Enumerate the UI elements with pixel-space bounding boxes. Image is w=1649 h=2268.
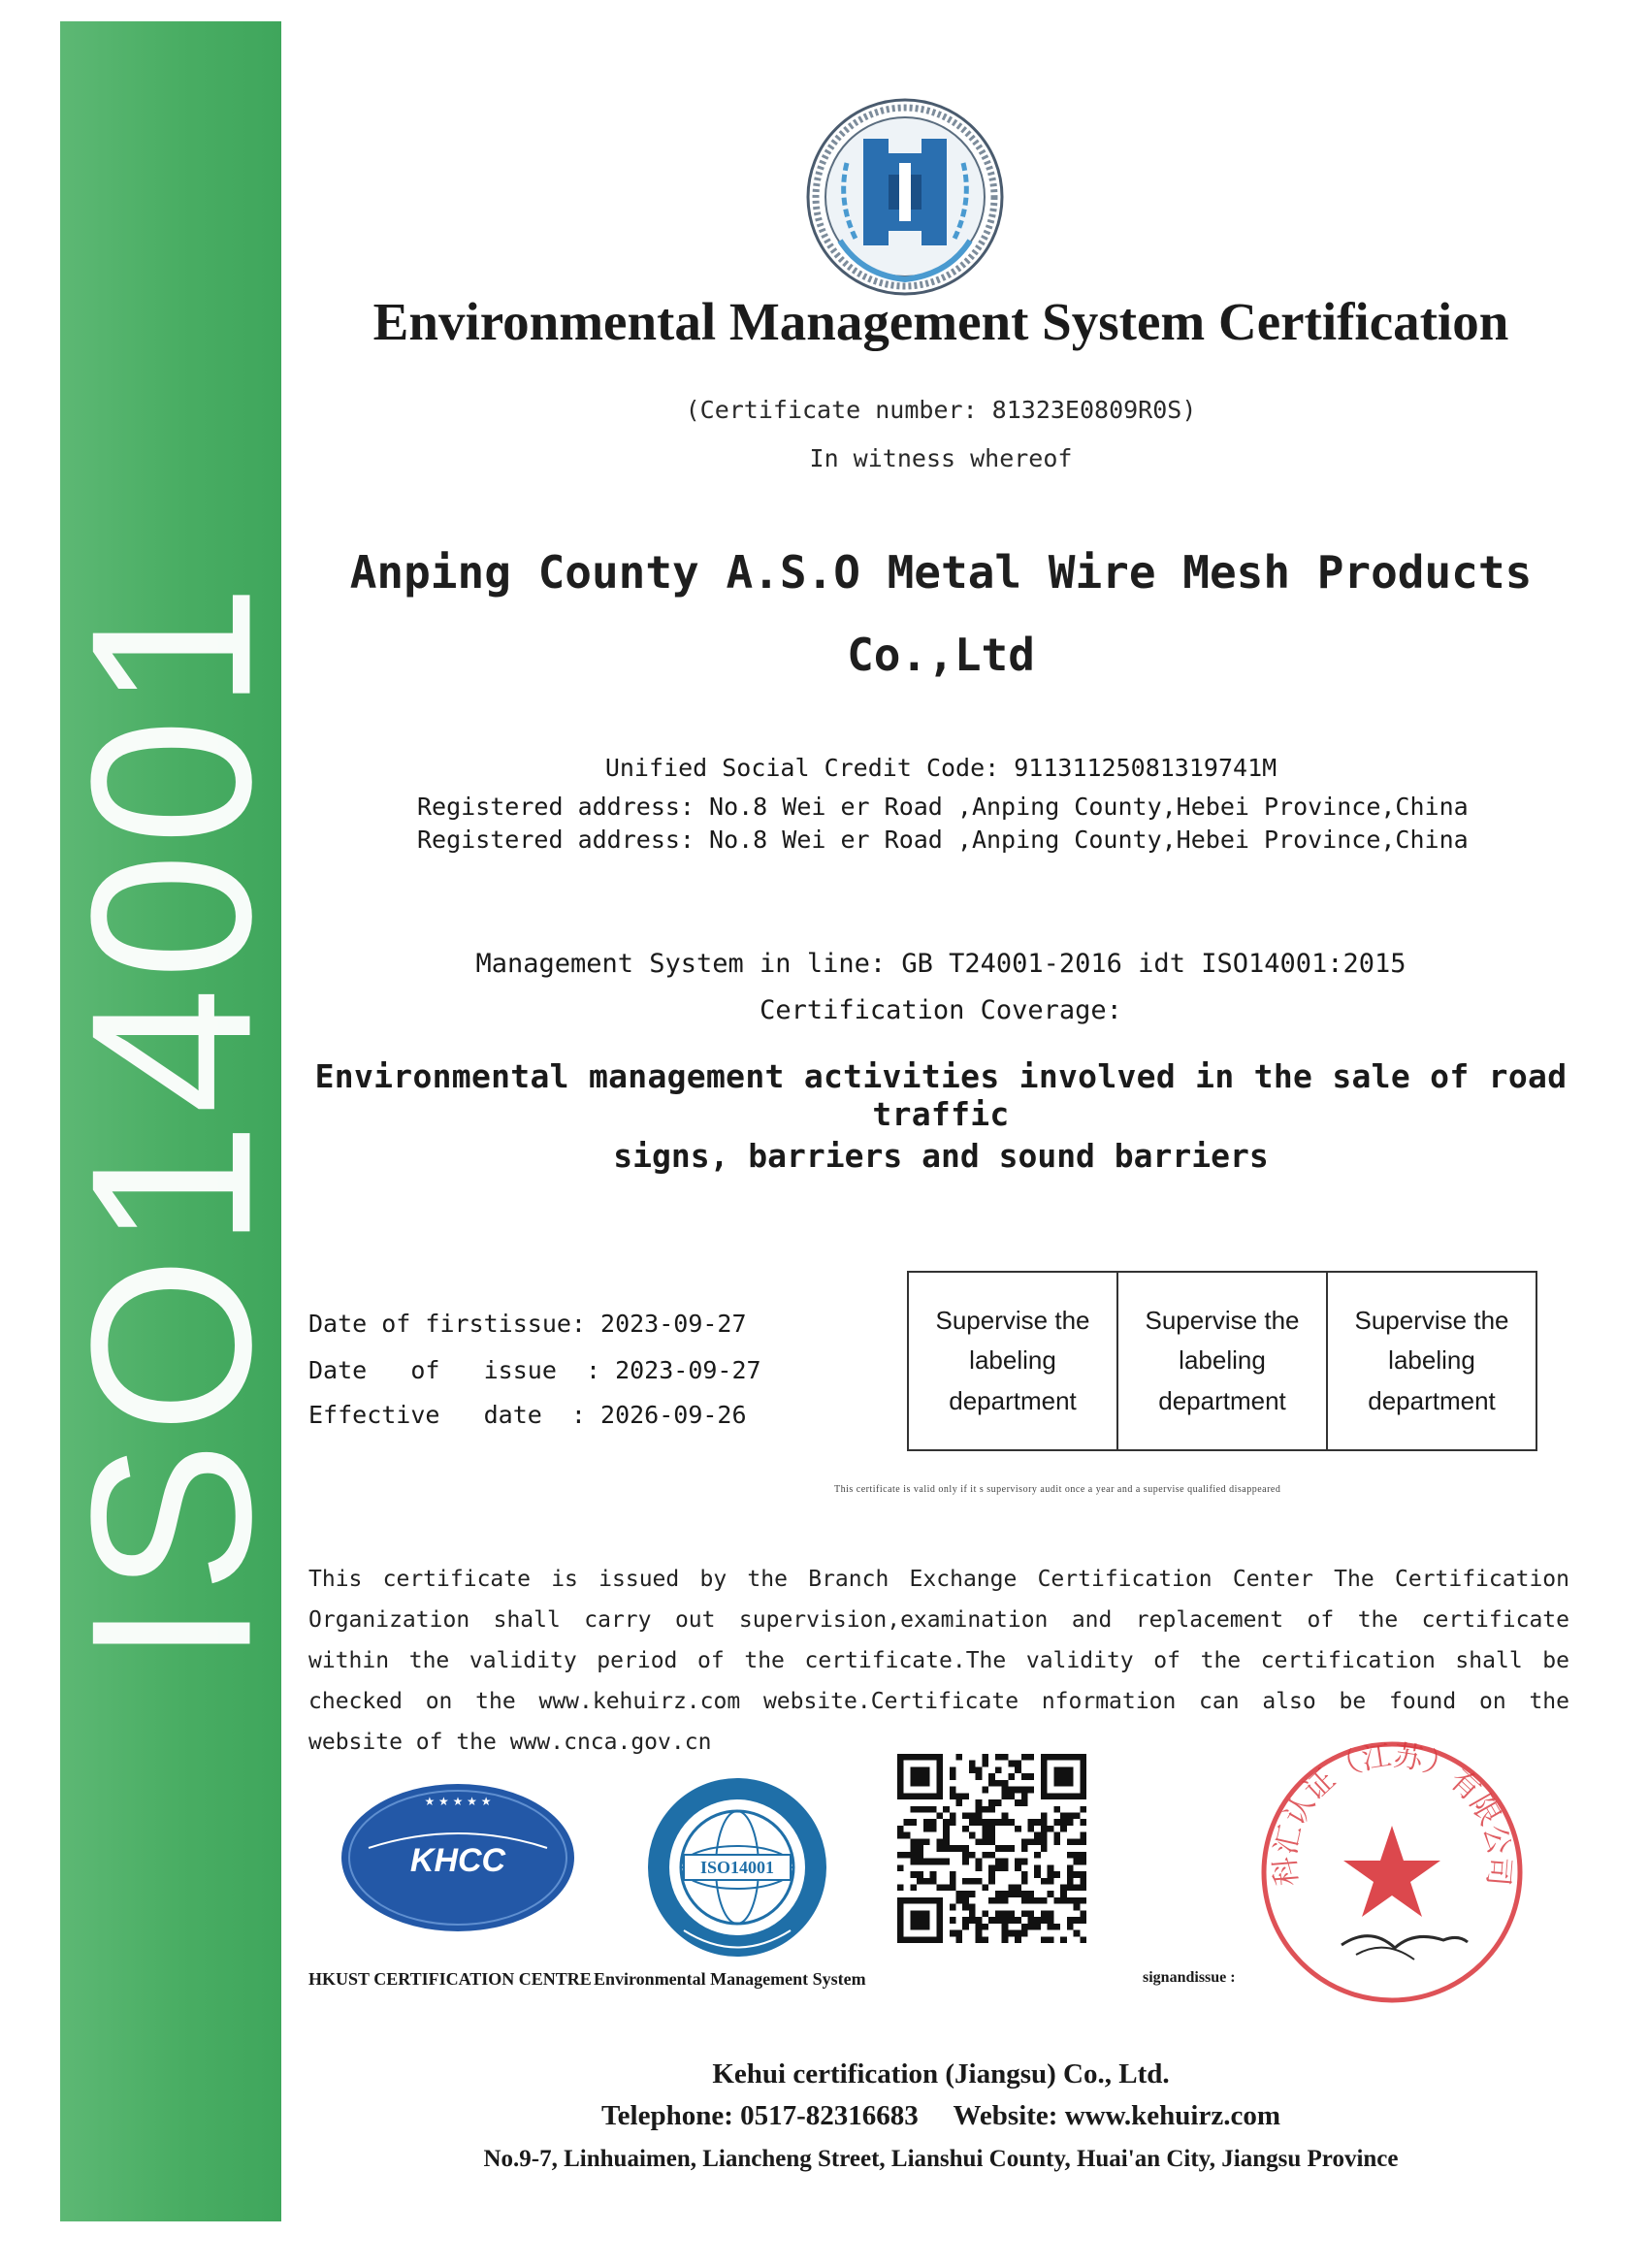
coverage-scope-line-1: Environmental management activities involved in the sale of road traffic	[314, 1057, 1568, 1133]
issuer-address: No.9-7, Linhuaimen, Liancheng Street, Lianshui County, Huai'an City, Jiangsu Province	[483, 2146, 1399, 2172]
supervision-cell: Supervise the labeling department	[1118, 1273, 1328, 1449]
coverage-label: Certification Coverage:	[760, 995, 1122, 1025]
registered-address: Registered address: No.8 Wei er Road ,Anping County,Hebei Province,China	[417, 793, 1469, 821]
logo-caption-hkust: HKUST CERTIFICATION CENTRE	[308, 1969, 592, 1989]
side-band-label: ISO14001	[43, 575, 299, 1666]
khcc-logo	[340, 1780, 577, 1935]
logo-caption-ems: Environmental Management System	[594, 1969, 866, 1989]
signature-label: signandissue :	[1143, 1969, 1236, 1986]
effective-date: Effective date : 2026-09-26	[308, 1401, 747, 1429]
coverage-scope-line-2: signs, barriers and sound barriers	[613, 1137, 1269, 1175]
issuer-name: Kehui certification (Jiangsu) Co., Ltd.	[712, 2058, 1170, 2090]
credit-code: Unified Social Credit Code: 91131125081319741M	[604, 754, 1277, 782]
certificate-number: (Certificate number: 81323E0809R0S)	[685, 396, 1197, 424]
date-of-issue: Date of issue : 2023-09-27	[308, 1356, 761, 1384]
khcc-logo-text: KHCC	[409, 1842, 506, 1879]
svg-text:★ ★ ★ ★ ★: ★ ★ ★ ★ ★	[424, 1795, 492, 1808]
witness-line: In witness whereof	[809, 444, 1073, 472]
date-first-issue: Date of firstissue: 2023-09-27	[308, 1310, 747, 1338]
registered-address: Registered address: No.8 Wei er Road ,Anping County,Hebei Province,China	[417, 826, 1469, 854]
company-name-line-2: Co.,Ltd	[847, 629, 1035, 681]
validity-fine-print: This certificate is valid only if it s supervisory audit once a year and a supervise qualified disappeared	[834, 1484, 1281, 1495]
qr-code[interactable]	[897, 1754, 1086, 1943]
iso14001-seal-icon	[645, 1775, 829, 1960]
management-system-standard: Management System in line: GB T24001-2016 idt ISO14001:2015	[475, 949, 1406, 979]
iso-seal-text: ISO14001	[699, 1858, 775, 1877]
certificate-body-text: This certificate is issued by the Branch Exchange Certification Center The Certification Organization shall carry out supervision,examination and replacement of the certificate within the validity period of the certificate.The validity of the certification shall be checked on the www.kehuirz.com website.Certificate nformation can also be found on the website of the www.cnca.gov.cn	[308, 1567, 1569, 1755]
supervision-cell: Supervise the labeling department	[1354, 1305, 1509, 1415]
supervision-table	[907, 1271, 1537, 1451]
supervision-cell: Supervise the labeling department	[909, 1273, 1118, 1449]
company-name-line-1: Anping County A.S.O Metal Wire Mesh Products	[349, 546, 1533, 599]
company-seal-stamp	[1249, 1727, 1536, 2013]
certificate-title: Environmental Management System Certification	[372, 292, 1509, 351]
issuer-contact: Telephone: 0517-82316683 Website: www.kehuirz.com	[600, 2100, 1281, 2131]
h-shield-emblem-icon	[803, 95, 1007, 299]
stamp-text: 科汇认证（江苏）有限公司	[1268, 1738, 1517, 1888]
